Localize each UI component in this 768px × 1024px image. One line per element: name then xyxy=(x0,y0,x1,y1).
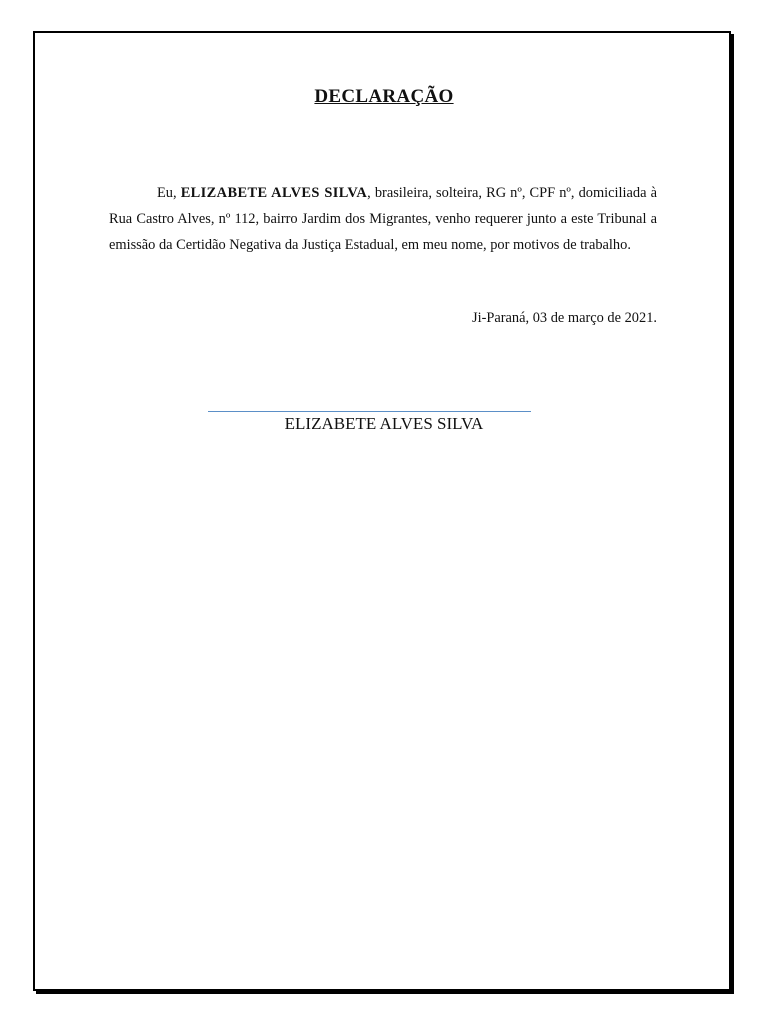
page-border xyxy=(33,31,731,991)
paragraph-prefix: Eu, xyxy=(157,185,181,201)
signature-name: ELIZABETE ALVES SILVA xyxy=(284,414,484,433)
document-title: DECLARAÇÃO xyxy=(314,86,454,107)
declarant-name: ELIZABETE ALVES SILVA xyxy=(180,185,368,201)
place-date-line: Ji-Paraná, 03 de março de 2021. xyxy=(471,310,657,326)
declaration-paragraph xyxy=(109,180,657,258)
paragraph-suffix: , brasileira, solteira, RG nº, CPF nº, domiciliada à Rua Castro Alves, nº 112, bairro Jardim dos Migrantes, venho requerer junto a este Tribunal a emissão da Certidão Negativa da Justiça Estadual, em meu nome, por motivos de trabalho. xyxy=(109,185,657,253)
signature-line xyxy=(208,411,531,412)
